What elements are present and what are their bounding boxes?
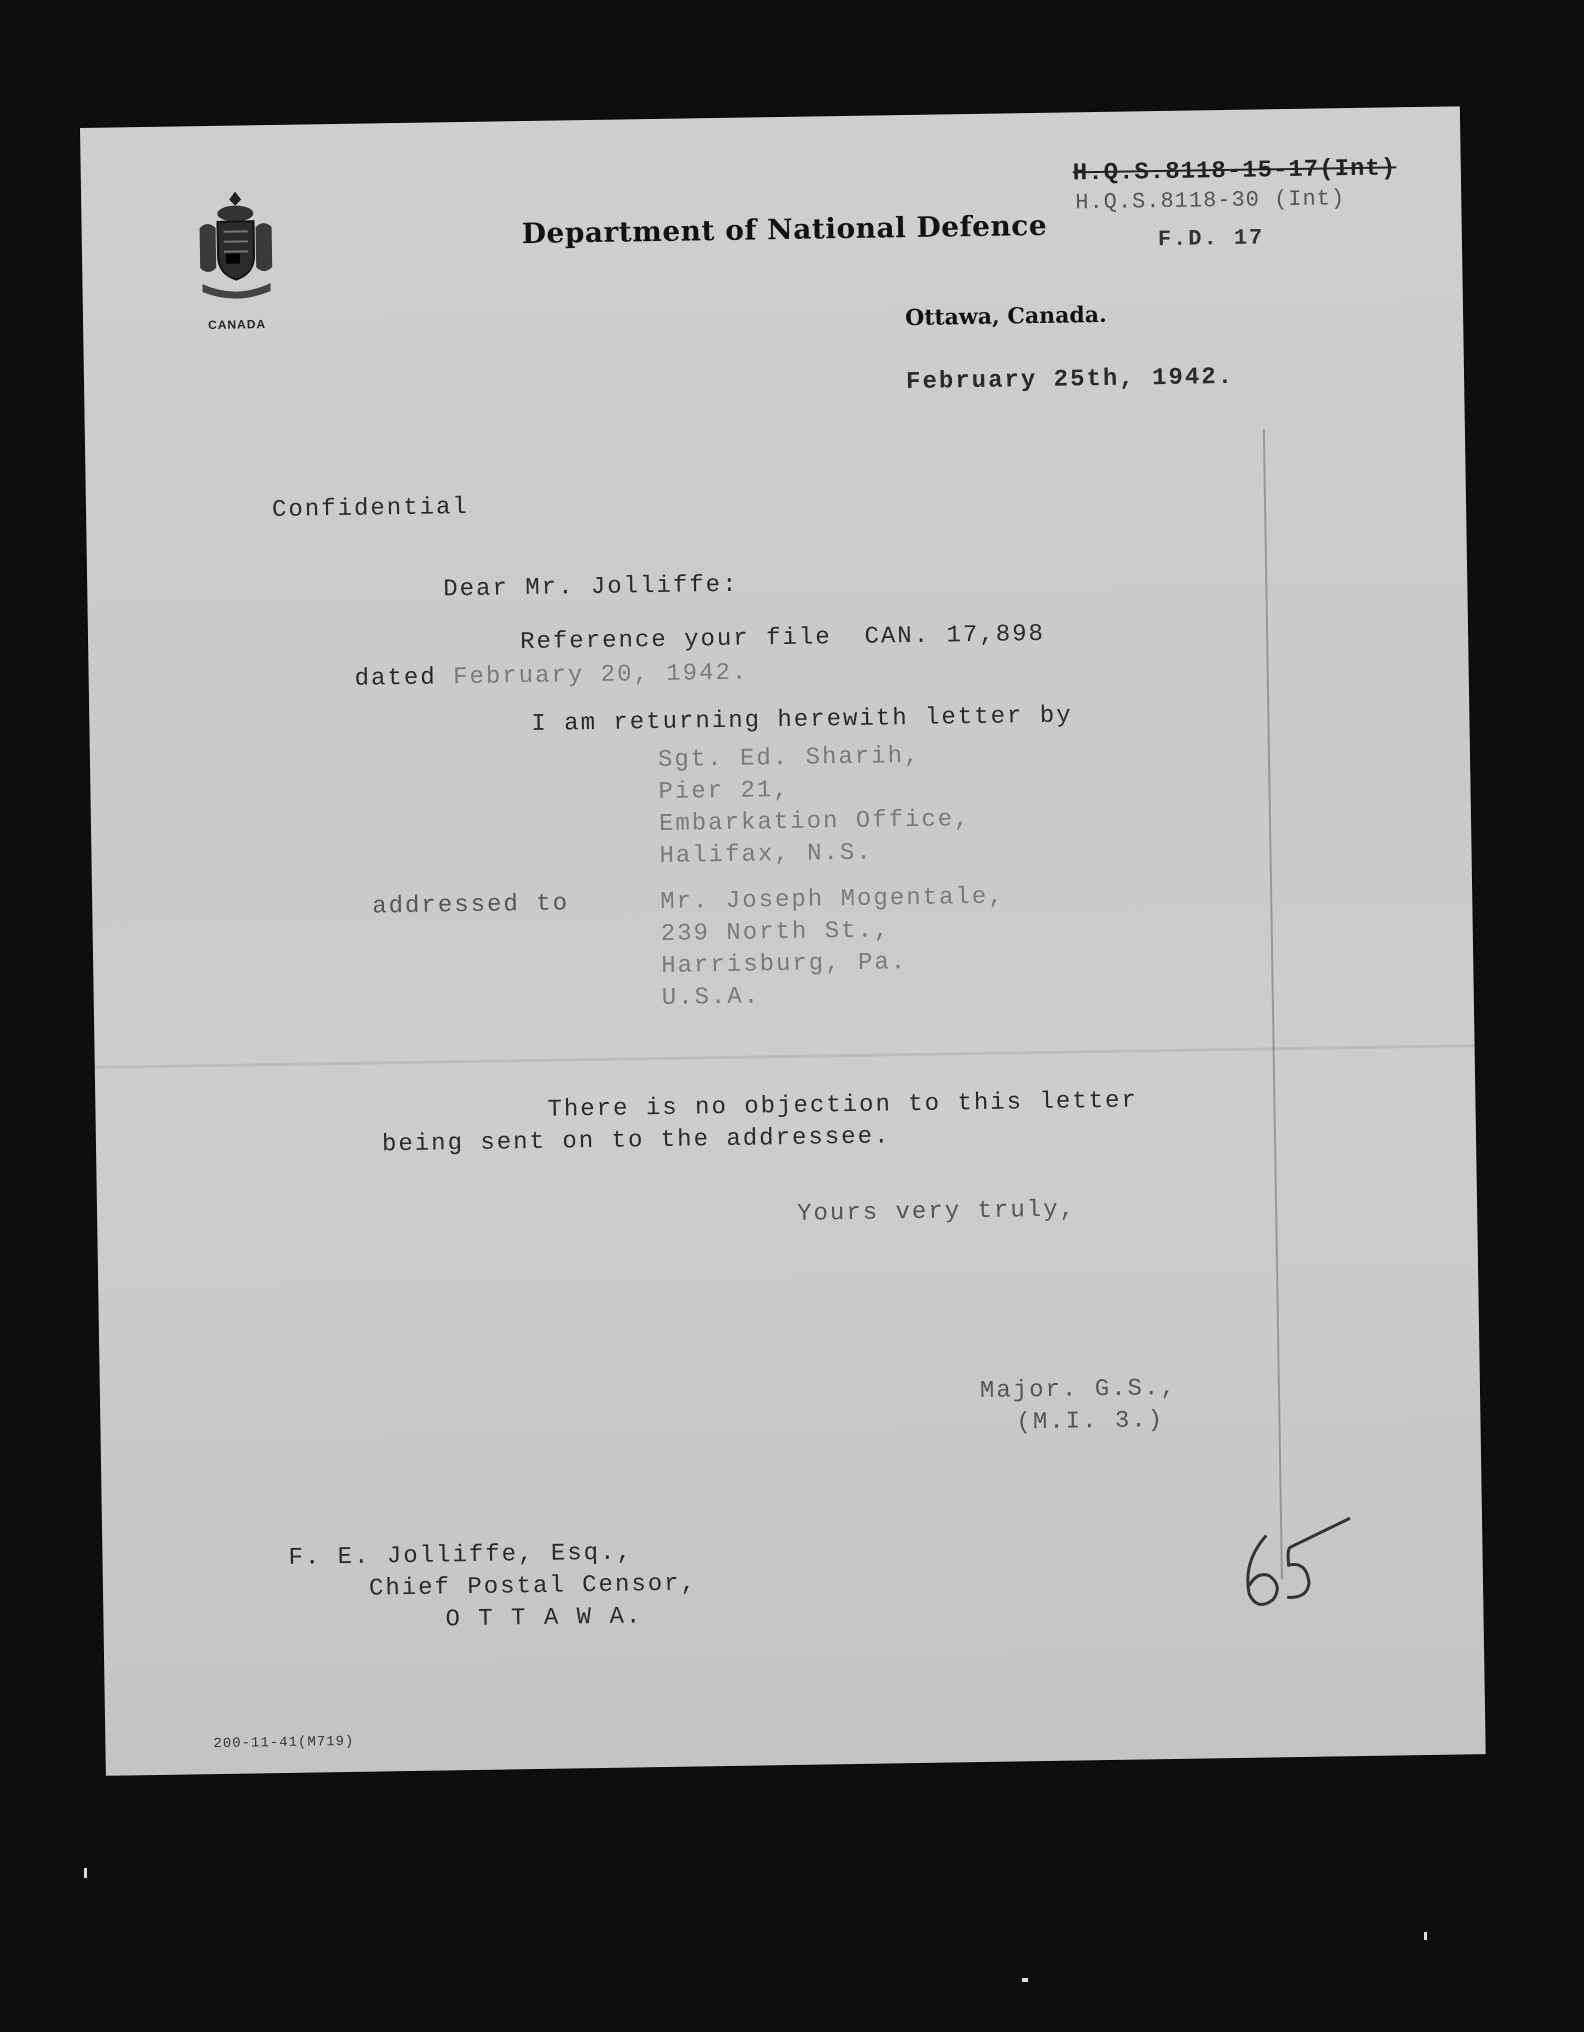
scan-line bbox=[1263, 429, 1283, 1579]
sender-line: Halifax, N.S. bbox=[659, 839, 873, 870]
sender-line: Sgt. Ed. Sharih, bbox=[657, 742, 921, 774]
struck-file-reference: H.Q.S.8118-15-17(Int) bbox=[1072, 155, 1397, 188]
fd-reference: F.D. 17 bbox=[1157, 225, 1265, 253]
salutation: Dear Mr. Jolliffe: bbox=[443, 571, 739, 604]
recipient-title: Chief Postal Censor, bbox=[368, 1570, 698, 1603]
handwritten-number-text: 65 bbox=[1221, 1494, 1242, 1514]
letter-date: February 25th, 1942. bbox=[905, 363, 1235, 397]
closing: Yours very truly, bbox=[796, 1196, 1077, 1228]
city-line: Ottawa, Canada. bbox=[904, 301, 1107, 332]
film-speck bbox=[84, 1868, 87, 1878]
dated-prefix: dated bbox=[354, 664, 454, 693]
sender-line: Pier 21, bbox=[658, 776, 790, 806]
objection-line: being sent on to the addressee. bbox=[381, 1123, 891, 1159]
film-speck bbox=[1022, 1978, 1028, 1982]
fold-line bbox=[95, 1044, 1475, 1069]
film-speck bbox=[1424, 1932, 1427, 1940]
addressee-line: 239 North St., bbox=[660, 917, 891, 948]
sender-line: Embarkation Office, bbox=[658, 806, 971, 838]
signature-title: Major. G.S., bbox=[979, 1374, 1177, 1406]
file-reference: H.Q.S.8118-30 (Int) bbox=[1075, 186, 1346, 216]
recipient-name: F. E. Jolliffe, Esq., bbox=[288, 1539, 634, 1572]
addressee-line: U.S.A. bbox=[661, 983, 761, 1012]
signature-unit: (M.I. 3.) bbox=[1016, 1407, 1165, 1437]
returning-line: I am returning herewith letter by bbox=[531, 702, 1073, 738]
handwritten-page-number bbox=[1221, 1494, 1364, 1618]
letter-page bbox=[80, 106, 1486, 1775]
emblem-caption: CANADA bbox=[208, 317, 267, 333]
addressee-line: Harrisburg, Pa. bbox=[661, 949, 908, 980]
addressed-label: addressed to bbox=[372, 890, 570, 921]
objection-line: There is no objection to this letter bbox=[547, 1087, 1139, 1124]
addressee-line: Mr. Joseph Mogentale, bbox=[660, 883, 1005, 916]
dated-line bbox=[354, 660, 748, 693]
dated-date: February 20, 1942. bbox=[452, 659, 749, 692]
department-heading: Department of National Defence bbox=[521, 208, 1048, 251]
coat-of-arms-icon bbox=[193, 187, 279, 308]
classification: Confidential bbox=[271, 493, 470, 525]
recipient-city: O T T A W A. bbox=[445, 1603, 643, 1634]
reference-line: Reference your file CAN. 17,898 bbox=[519, 620, 1046, 657]
form-number: 200-11-41(M719) bbox=[213, 1733, 355, 1753]
